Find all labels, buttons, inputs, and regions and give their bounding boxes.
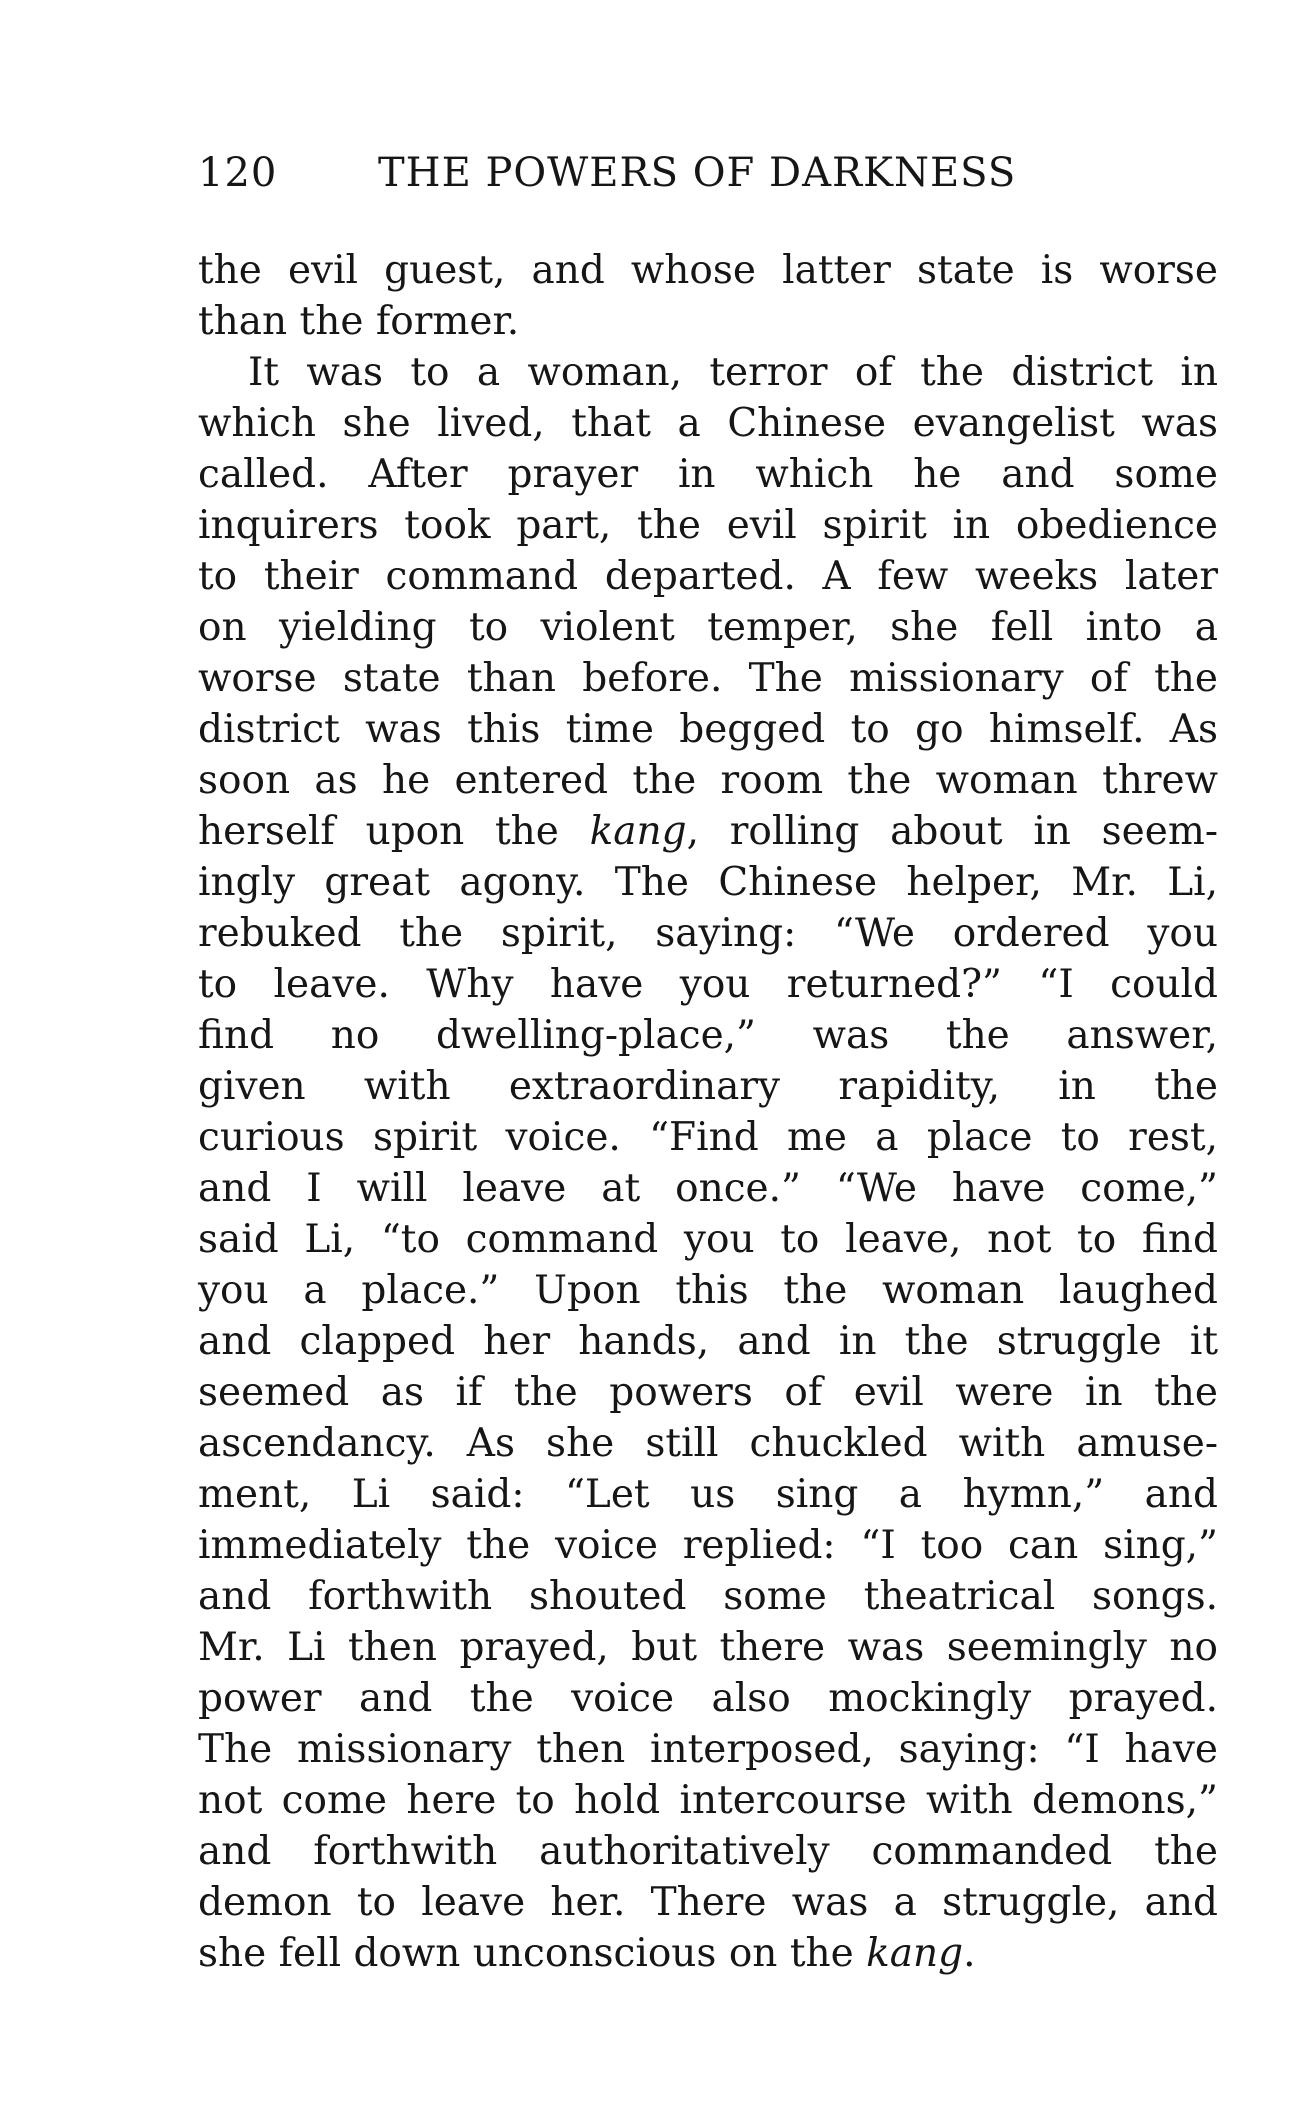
text-line: soon as he entered the room the woman threw (198, 758, 1218, 803)
text-line: and forthwith authoritatively commanded the (198, 1829, 1218, 1874)
italic-word: kang (589, 809, 687, 854)
text-line: given with extraordinary rapidity, in the (198, 1064, 1218, 1109)
text-line: power and the voice also mockingly prayed. (198, 1676, 1218, 1721)
text-line: seemed as if the powers of evil were in the (198, 1370, 1218, 1415)
text-line: said Li, “to command you to leave, not to find (198, 1217, 1218, 1262)
text-line: The missionary then interposed, saying: “I have (198, 1727, 1218, 1772)
text-line: to their command departed. A few weeks later (198, 554, 1218, 599)
text-line (198, 806, 1218, 857)
text-line: on yielding to violent temper, she fell into a (198, 605, 1218, 650)
text-line: demon to leave her. There was a struggle, and (198, 1880, 1218, 1925)
text-line: ingly great agony. The Chinese helper, Mr. Li, (198, 860, 1218, 905)
italic-word: kang (866, 1931, 964, 1976)
text-line: you a place.” Upon this the woman laughed (198, 1268, 1218, 1313)
text-line: immediately the voice replied: “I too can sing,” (198, 1523, 1218, 1568)
text-line-start: herself upon the (198, 809, 590, 854)
text-line: district was this time begged to go himself. As (198, 707, 1218, 752)
text-line-start: she fell down unconscious on the (198, 1931, 867, 1976)
running-title: THE POWERS OF DARKNESS (378, 150, 1017, 196)
text-line (198, 1928, 1218, 1979)
text-line: It was to a woman, terror of the district in (248, 350, 1218, 395)
text-line: inquirers took part, the evil spirit in obedience (198, 503, 1218, 548)
text-line: which she lived, that a Chinese evangelist was (198, 401, 1218, 446)
text-line: to leave. Why have you returned?” “I could (198, 962, 1218, 1007)
text-line: and I will leave at once.” “We have come,” (198, 1166, 1218, 1211)
page-number: 120 (198, 150, 278, 196)
text-line: than the former. (198, 299, 520, 344)
text-line-end: . (963, 1931, 976, 1976)
text-line-end: , rolling about in seem- (686, 809, 1218, 854)
text-line: ascendancy. As she still chuckled with amuse- (198, 1421, 1218, 1466)
text-line: rebuked the spirit, saying: “We ordered you (198, 911, 1218, 956)
text-line: curious spirit voice. “Find me a place to rest, (198, 1115, 1218, 1160)
text-line: Mr. Li then prayed, but there was seemingly no (198, 1625, 1218, 1670)
text-line: and forthwith shouted some theatrical songs. (198, 1574, 1218, 1619)
running-head (198, 150, 1050, 210)
text-line: called. After prayer in which he and some (198, 452, 1218, 497)
body-text (198, 245, 1218, 1979)
text-line: find no dwelling-place,” was the answer, (198, 1013, 1218, 1058)
text-line: worse state than before. The missionary of the (198, 656, 1218, 701)
text-line: and clapped her hands, and in the struggle it (198, 1319, 1218, 1364)
text-line: the evil guest, and whose latter state is worse (198, 248, 1218, 293)
text-line: ment, Li said: “Let us sing a hymn,” and (198, 1472, 1218, 1517)
text-line: not come here to hold intercourse with demons,” (198, 1778, 1218, 1823)
